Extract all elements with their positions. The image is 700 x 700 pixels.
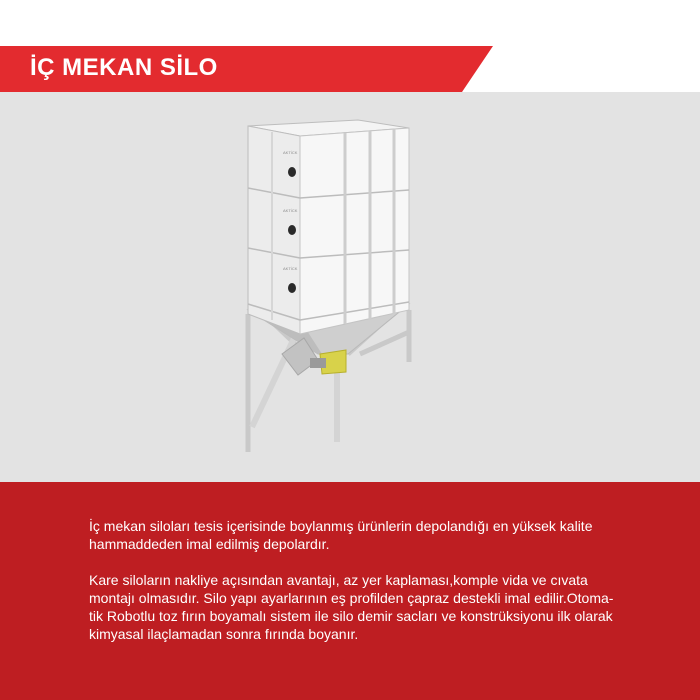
silo-product-render <box>0 92 700 482</box>
description-text <box>89 517 649 661</box>
panel-label: AKTİCK <box>283 208 298 213</box>
product-image-area <box>0 92 700 482</box>
page-title: İÇ MEKAN SİLO <box>30 54 218 81</box>
description-paragraph-1: İç mekan siloları tesis içerisinde boylanmış ürünlerin depolandığı en yüksek kalite hammaddeden imal edilmiş depolardır. <box>89 518 593 552</box>
panel-label: AKTİCK <box>283 150 298 155</box>
description-paragraph-2: Kare siloların nakliye açısından avantajı, az yer kaplaması,komple vida ve cıvata montajı olmasıdır. Silo yapı ayarlarının eş profilden çapraz destekli imal edilir.Otoma- tik Robotlu toz fırın boyamalı sistem ile silo demir sacları ve konstrüksiyonu ilk olarak kimyasal ilaçlamadan sonra fırında boyanır. <box>89 572 614 642</box>
panel-label: AKTİCK <box>283 266 298 271</box>
description-panel <box>0 482 700 700</box>
